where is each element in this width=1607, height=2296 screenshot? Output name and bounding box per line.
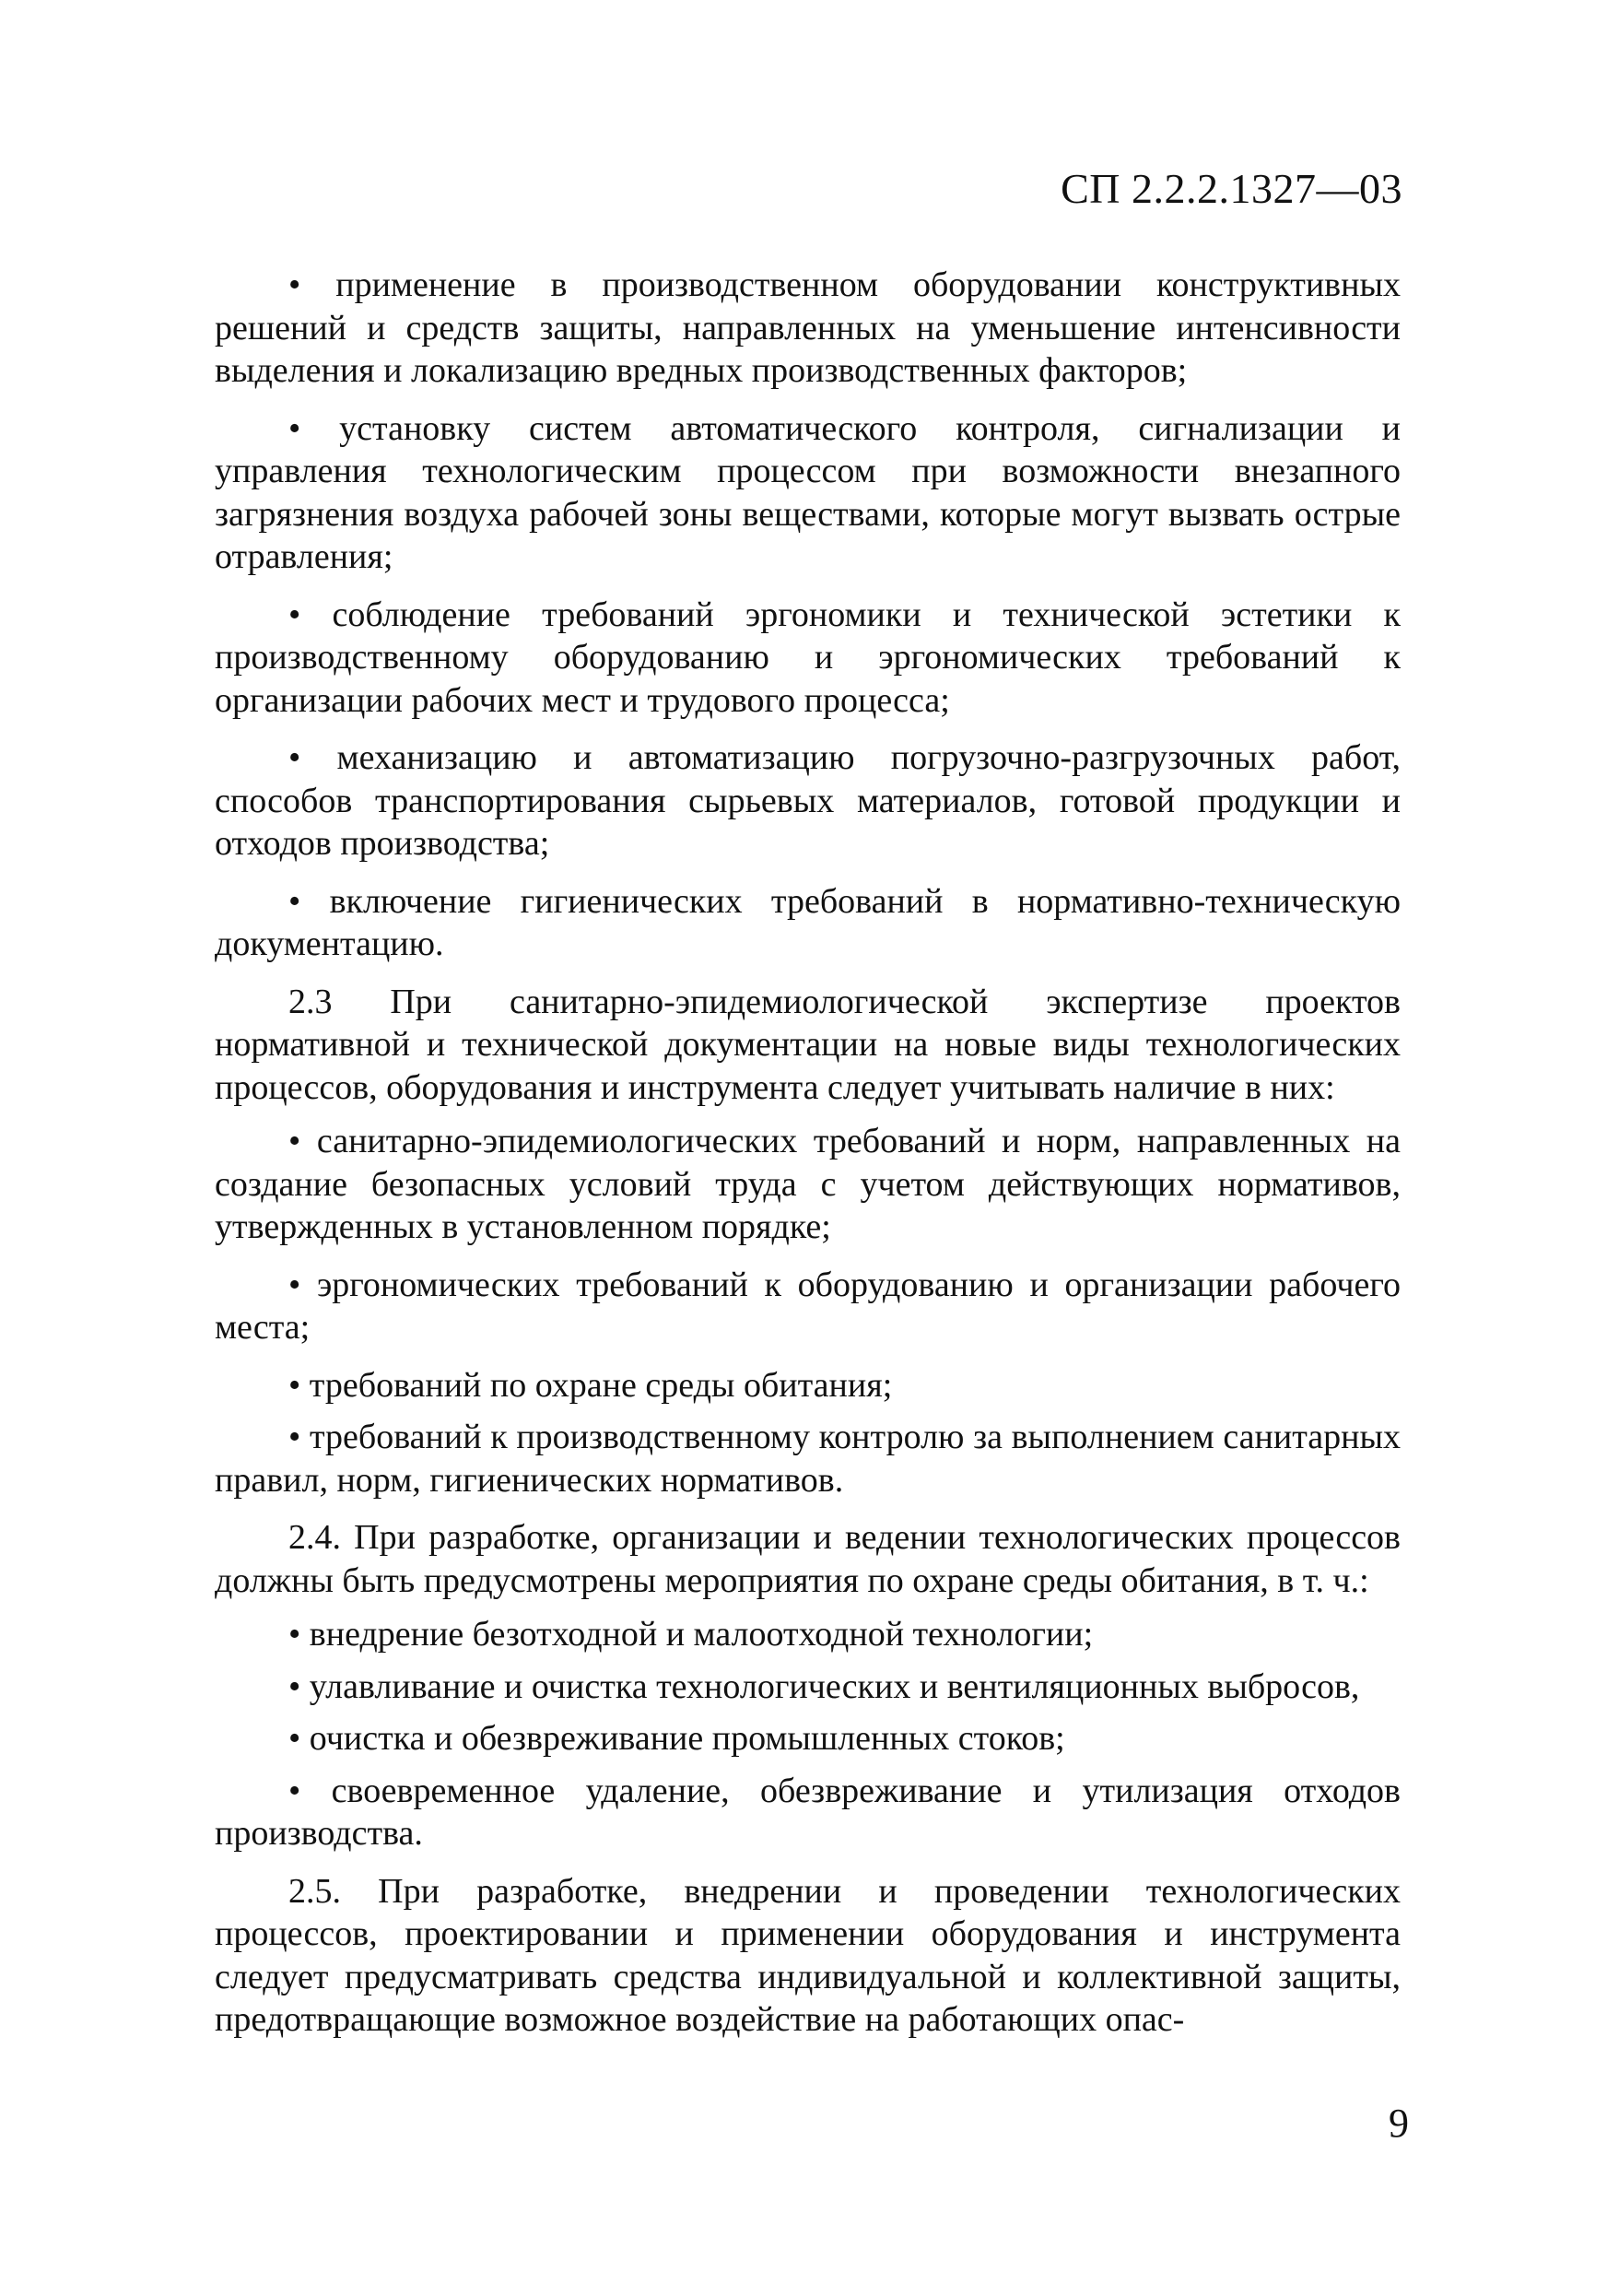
list-item: • эргономических требований к оборудованию и организации рабочего места; (215, 1265, 1401, 1347)
list-item: • своевременное удаление, обезвреживание и утилизация отходов производства. (215, 1771, 1401, 1853)
list-item: • улавливание и очистка технологических и вентиляционных выбросов, (288, 1666, 1360, 1706)
list-item: • очистка и обезвреживание промышленных стоков; (288, 1719, 1065, 1758)
list-item: • соблюдение требований эргономики и технической эстетики к производственному оборудованию и эргономических требований к организации рабочих мест и трудового процесса; (215, 595, 1401, 720)
section-paragraph-2-3: 2.3 При санитарно-эпидемиологической экспертизе проектов нормативной и технической документации на новые виды технологических процессов, оборудования и инструмента следует учитывать наличие в них: (215, 982, 1401, 1107)
list-item: • установку систем автоматического контроля, сигнализации и управления технологическим процессом при возможности внезапного загрязнения воздуха рабочей зоны веществами, которые могут вызвать острые отравления; (215, 408, 1401, 576)
list-item: • включение гигиенических требований в нормативно-техническую документацию. (215, 881, 1401, 963)
section-paragraph-2-5: 2.5. При разработке, внедрении и проведении технологических процессов, проектировании и применении оборудования и инструмента следует предусматривать средства индивидуальной и коллективной защиты, предотвращающие возможное воздействие на работающих опас- (215, 1871, 1401, 2039)
section-paragraph-2-4: 2.4. При разработке, организации и ведении технологических процессов должны быть предусмотрены мероприятия по охране среды обитания, в т. ч.: (215, 1518, 1401, 1600)
list-item: • применение в производственном оборудовании конструктивных решений и средств защиты, направленных на уменьшение интенсивности выделения и локализацию вредных производственных факторов; (215, 265, 1401, 390)
page-number: 9 (1389, 2101, 1409, 2146)
document-code-header: СП 2.2.2.1327—03 (1061, 165, 1402, 212)
list-item: • требований по охране среды обитания; (288, 1365, 893, 1405)
list-item: • внедрение безотходной и малоотходной технологии; (288, 1615, 1094, 1654)
document-body (215, 264, 1401, 2053)
list-item: • санитарно-эпидемиологических требований и норм, направленных на создание безопасных условий труда с учетом действующих нормативов, утвержденных в установленном порядке; (215, 1122, 1401, 1246)
list-item: • требований к производственному контролю за выполнением санитарных правил, норм, гигиенических нормативов. (215, 1418, 1401, 1500)
list-item: • механизацию и автоматизацию погрузочно-разгрузочных работ, способов транспортирования сырьевых материалов, готовой продукции и отходов производства; (215, 738, 1401, 863)
